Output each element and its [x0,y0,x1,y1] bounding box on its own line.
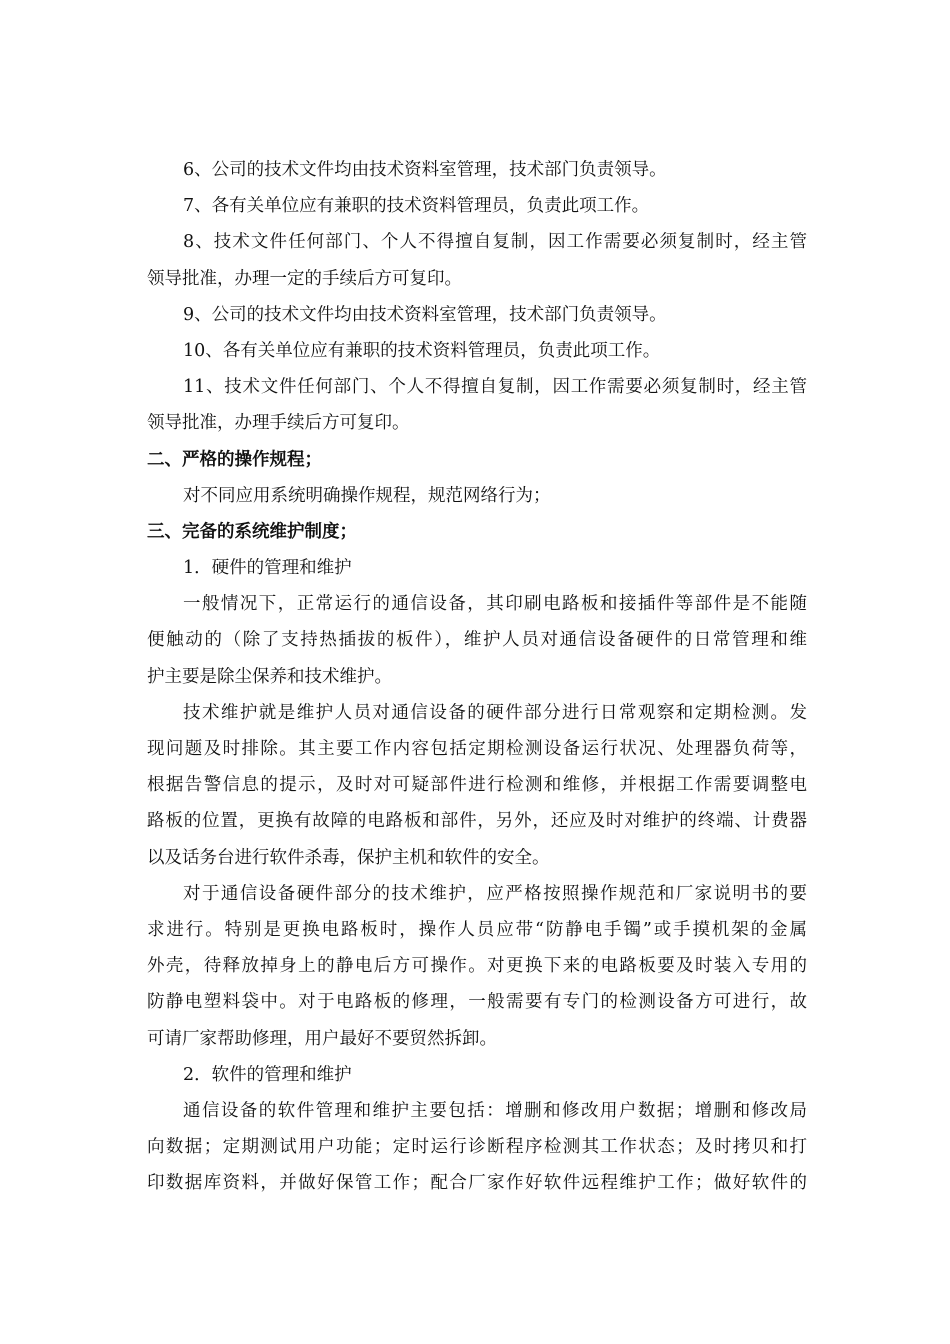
paragraph-line: 便触动的（除了支持热插拔的板件），维护人员对通信设备硬件的日常管理和维 [147,630,807,651]
paragraph-line: 路板的位置，更换有故障的电路板和部件，另外，还应及时对维护的终端、计费器 [147,811,807,832]
paragraph-line: 现问题及时排除。其主要工作内容包括定期检测设备运行状况、处理器负荷等， [147,739,807,759]
paragraph-line: 防静电塑料袋中。对于电路板的修理，一般需要有专门的检测设备方可进行，故 [147,992,807,1013]
paragraph-line: 7、各有关单位应有兼职的技术资料管理员，负责此项工作。 [183,196,650,217]
paragraph-line: 8、技术文件任何部门、个人不得擅自复制，因工作需要必须复制时，经主管 [183,232,807,253]
paragraph-line: 对于通信设备硬件部分的技术维护，应严格按照操作规范和厂家说明书的要 [183,883,807,904]
paragraph-line: 一般情况下，正常运行的通信设备，其印刷电路板和接插件等部件是不能随 [183,594,807,615]
paragraph-line: 对不同应用系统明确操作规程，规范网络行为； [183,485,551,506]
paragraph-line: 10、各有关单位应有兼职的技术资料管理员，负责此项工作。 [183,340,661,361]
section-heading: 三、完备的系统维护制度； [147,521,357,542]
paragraph-line: 可请厂家帮助修理，用户最好不要贸然拆卸。 [147,1028,497,1049]
paragraph-line: 领导批准，办理一定的手续后方可复印。 [147,268,462,289]
paragraph-line: 以及话务台进行软件杀毒，保护主机和软件的安全。 [147,847,550,868]
paragraph-line: 印数据库资料，并做好保管工作；配合厂家作好软件远程维护工作；做好软件的 [147,1173,807,1194]
paragraph-line: 1．硬件的管理和维护 [183,558,352,579]
paragraph-line: 护主要是除尘保养和技术维护。 [147,666,392,687]
paragraph-line: 6、公司的技术文件均由技术资料室管理，技术部门负责领导。 [183,160,667,180]
paragraph-line: 通信设备的软件管理和维护主要包括：增删和修改用户数据；增删和修改局 [183,1100,807,1121]
paragraph-line: 11、技术文件任何部门、个人不得擅自复制，因工作需要必须复制时，经主管 [183,377,807,398]
paragraph-line: 领导批准，办理手续后方可复印。 [147,413,410,434]
section-heading: 二、严格的操作规程； [147,449,322,470]
paragraph-line: 根据告警信息的提示，及时对可疑部件进行检测和维修，并根据工作需要调整电 [147,775,807,796]
paragraph-line: 向数据；定期测试用户功能；定时运行诊断程序检测其工作状态；及时拷贝和打 [147,1137,807,1158]
paragraph-line: 外壳，待释放掉身上的静电后方可操作。对更换下来的电路板要及时装入专用的 [147,956,807,977]
document-body [147,152,807,1201]
paragraph-line: 2．软件的管理和维护 [183,1064,352,1085]
paragraph-line: 9、公司的技术文件均由技术资料室管理，技术部门负责领导。 [183,304,667,325]
paragraph-line: 技术维护就是维护人员对通信设备的硬件部分进行日常观察和定期检测。发 [183,702,807,723]
paragraph-line: 求进行。特别是更换电路板时，操作人员应带“防静电手镯”或手摸机架的金属 [147,919,807,940]
